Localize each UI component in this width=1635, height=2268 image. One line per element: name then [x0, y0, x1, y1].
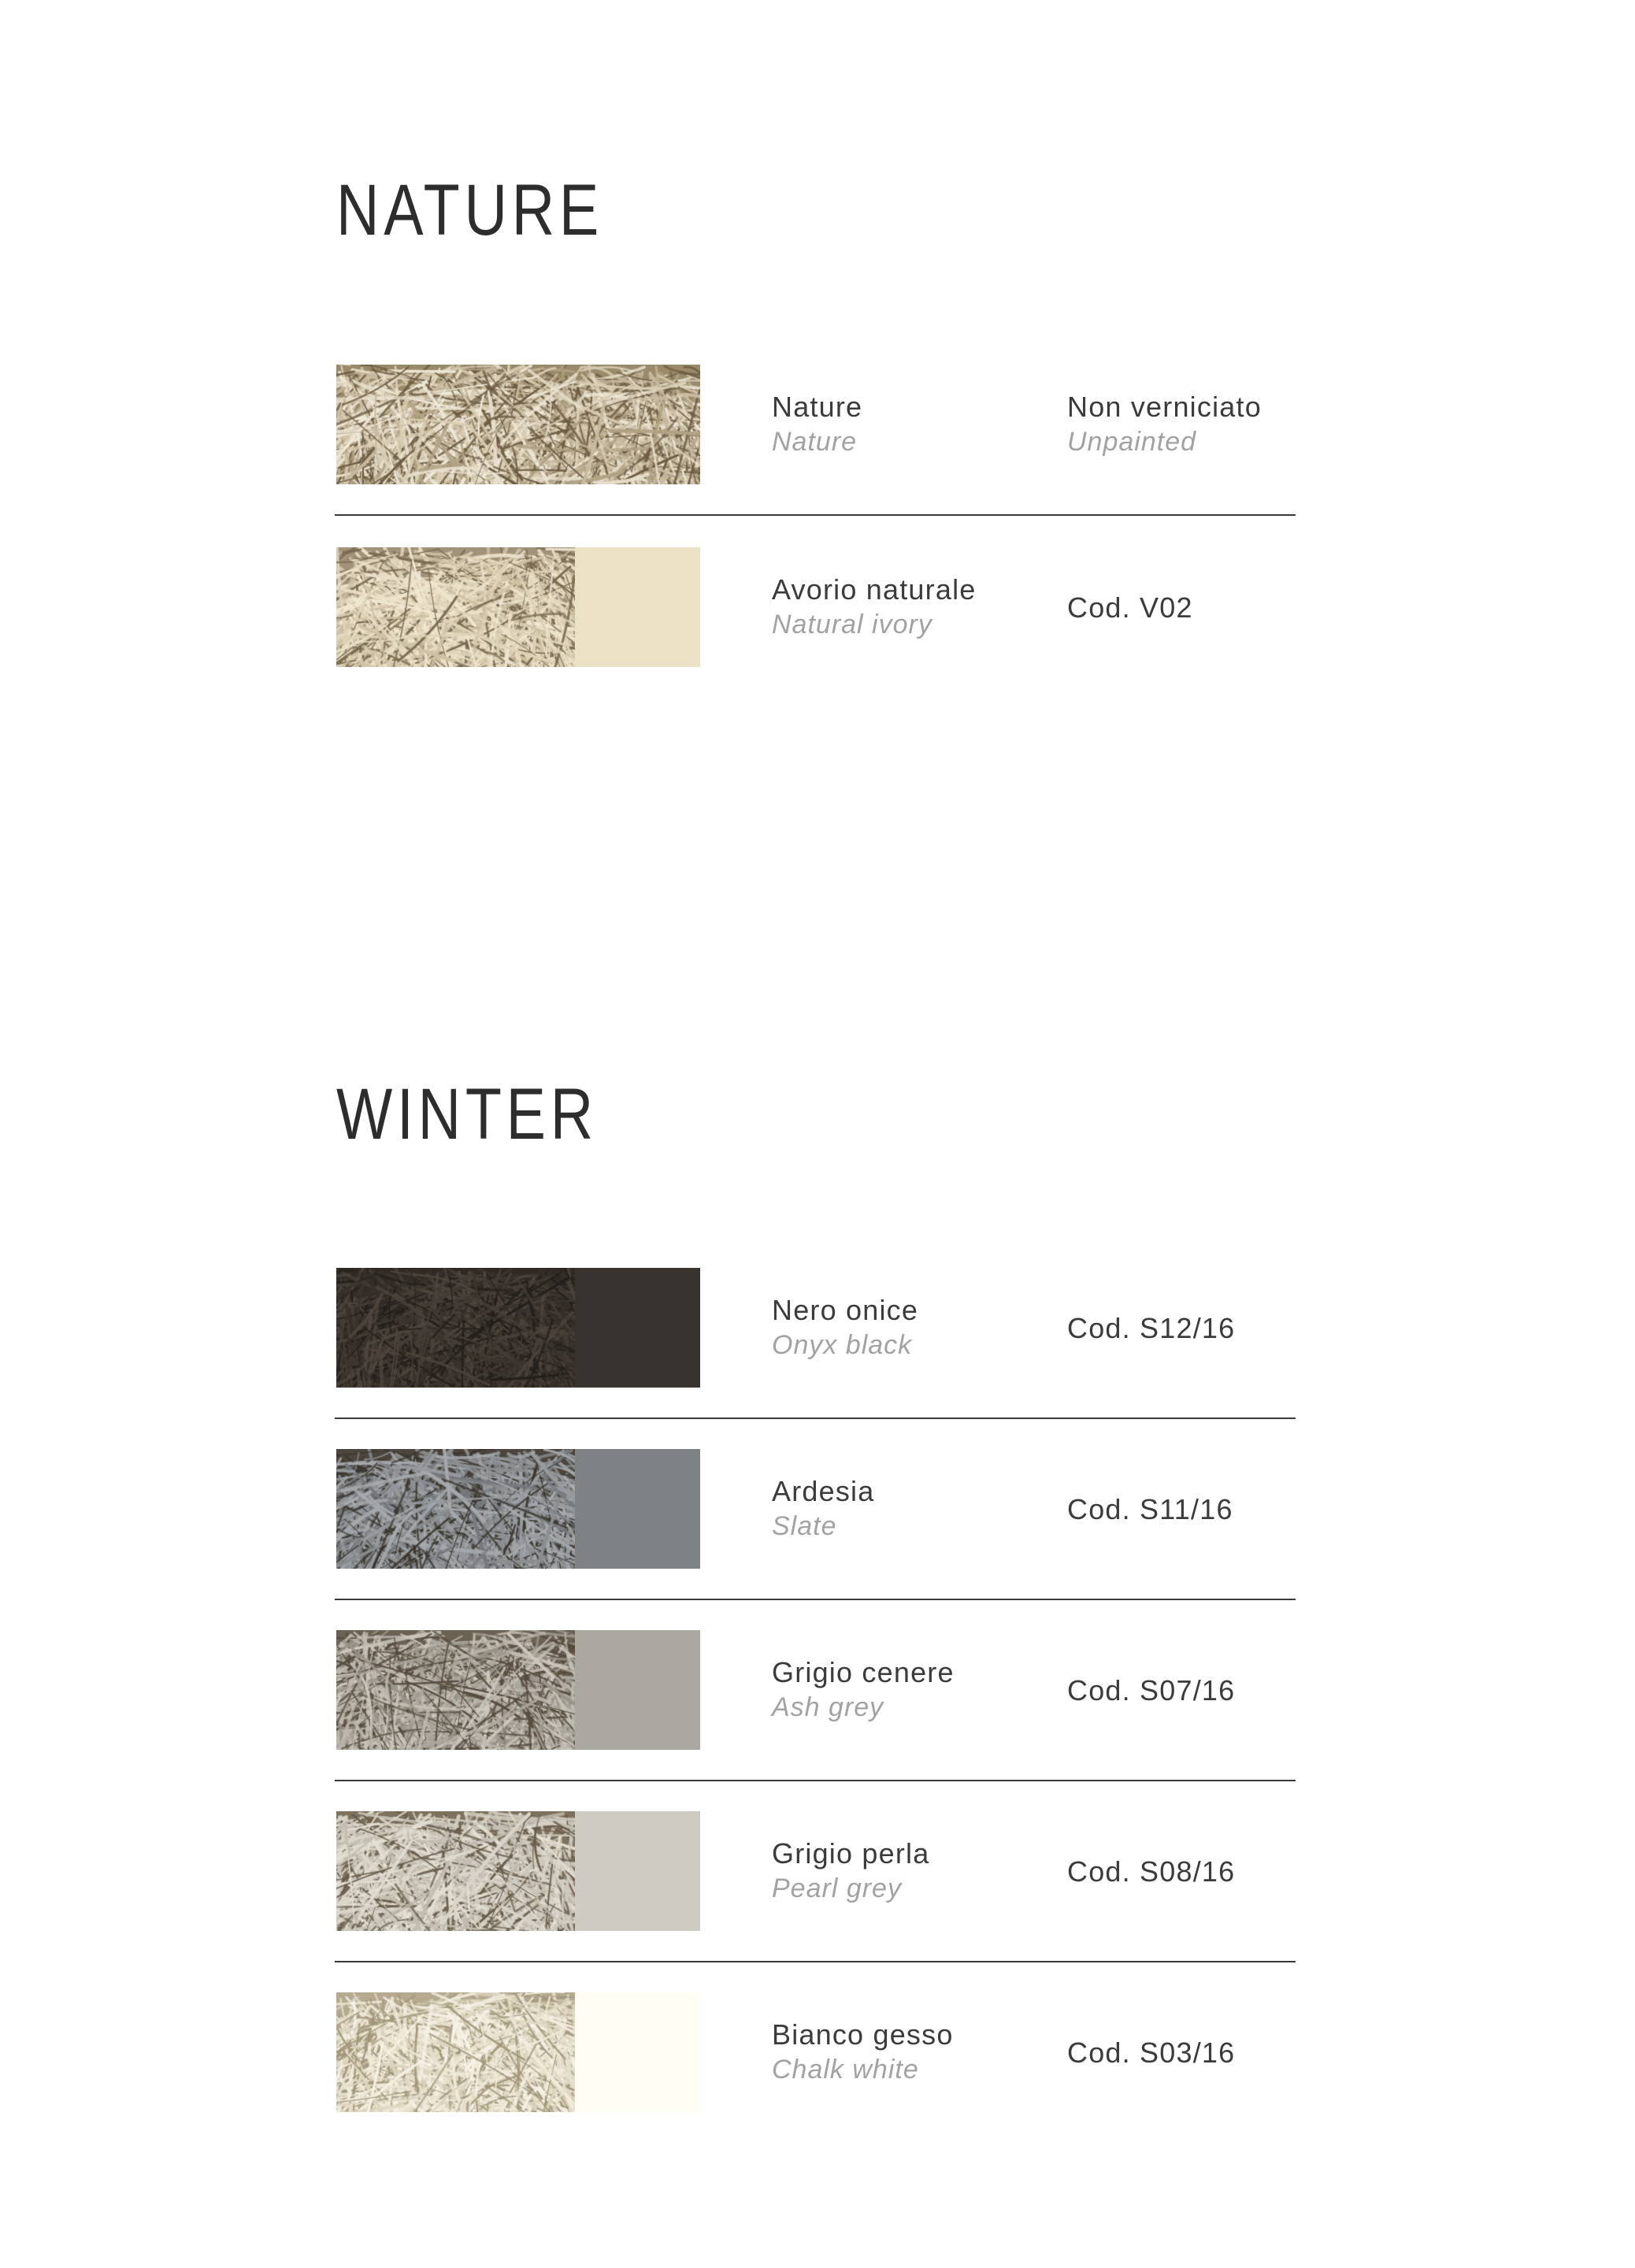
- section-title-winter: WINTER: [336, 1074, 598, 1154]
- color-code-column: [1067, 1992, 1303, 2112]
- wood-wool-texture-photo: [336, 1992, 575, 2112]
- swatch-row: [336, 1268, 1299, 1388]
- color-code-column: [1067, 1268, 1303, 1388]
- solid-color-block: [575, 1268, 700, 1388]
- color-name-english: Slate: [772, 1511, 837, 1541]
- color-code-column: [1067, 1630, 1303, 1750]
- color-code: Cod. S08/16: [1067, 1855, 1236, 1888]
- material-swatch: [336, 1811, 700, 1931]
- solid-color-block: [575, 1449, 700, 1569]
- color-name-column: [772, 1268, 1055, 1388]
- color-name-english: Chalk white: [772, 2055, 919, 2085]
- solid-color-block: [575, 1630, 700, 1750]
- color-code: Cod. S07/16: [1067, 1673, 1236, 1707]
- color-name-column: [772, 1449, 1055, 1569]
- row-divider: [335, 1961, 1296, 1962]
- swatch-row: [336, 1811, 1299, 1931]
- row-divider: [335, 514, 1296, 516]
- color-name-english: Natural ivory: [772, 610, 932, 639]
- wood-wool-texture-photo: [336, 1630, 575, 1750]
- wood-wool-texture-photo: [336, 365, 700, 484]
- swatch-row: [336, 1630, 1299, 1750]
- color-name-column: [772, 547, 1055, 667]
- color-code: Cod. S12/16: [1067, 1311, 1236, 1344]
- color-code: Cod. V02: [1067, 591, 1193, 624]
- color-name-column: [772, 365, 1055, 484]
- color-code-column: [1067, 1811, 1303, 1931]
- solid-color-block: [575, 1992, 700, 2112]
- color-name-english: Pearl grey: [772, 1873, 902, 1903]
- wood-wool-texture-photo: [336, 547, 575, 667]
- color-code: Non verniciato: [1067, 391, 1262, 423]
- material-swatch: [336, 1630, 700, 1750]
- material-swatch: [336, 1268, 700, 1388]
- solid-color-block: [575, 1811, 700, 1931]
- color-name-column: [772, 1811, 1055, 1931]
- solid-color-block: [575, 547, 700, 667]
- row-divider: [335, 1418, 1296, 1419]
- row-divider: [335, 1599, 1296, 1600]
- color-name-column: [772, 1992, 1055, 2112]
- swatch-row: [336, 547, 1299, 667]
- color-code-english: Unpainted: [1067, 427, 1197, 457]
- material-swatch: [336, 1449, 700, 1569]
- swatch-row: [336, 1992, 1299, 2112]
- color-code: Cod. S03/16: [1067, 2036, 1236, 2069]
- color-name-italian: Grigio cenere: [772, 1656, 955, 1688]
- color-name-english: Onyx black: [772, 1330, 913, 1360]
- wood-wool-texture-photo: [336, 1449, 575, 1569]
- material-swatch: [336, 365, 700, 484]
- color-name-italian: Ardesia: [772, 1475, 875, 1507]
- swatch-row: [336, 365, 1299, 484]
- swatch-row: [336, 1449, 1299, 1569]
- material-swatch: [336, 1992, 700, 2112]
- color-name-italian: Bianco gesso: [772, 2018, 954, 2051]
- wood-wool-texture-photo: [336, 1268, 575, 1388]
- material-swatch: [336, 547, 700, 667]
- color-code-column: [1067, 1449, 1303, 1569]
- color-name-italian: Grigio perla: [772, 1837, 930, 1870]
- color-name-english: Ash grey: [772, 1692, 884, 1722]
- color-name-english: Nature: [772, 427, 858, 457]
- color-code: Cod. S11/16: [1067, 1492, 1233, 1525]
- color-name-column: [772, 1630, 1055, 1750]
- color-name-italian: Nero onice: [772, 1294, 919, 1326]
- wood-wool-texture-photo: [336, 1811, 575, 1931]
- section-title-nature: NATURE: [336, 170, 604, 250]
- color-code-column: [1067, 547, 1303, 667]
- color-name-italian: Nature: [772, 391, 863, 423]
- color-code-column: [1067, 365, 1303, 484]
- color-name-italian: Avorio naturale: [772, 573, 977, 606]
- row-divider: [335, 1780, 1296, 1781]
